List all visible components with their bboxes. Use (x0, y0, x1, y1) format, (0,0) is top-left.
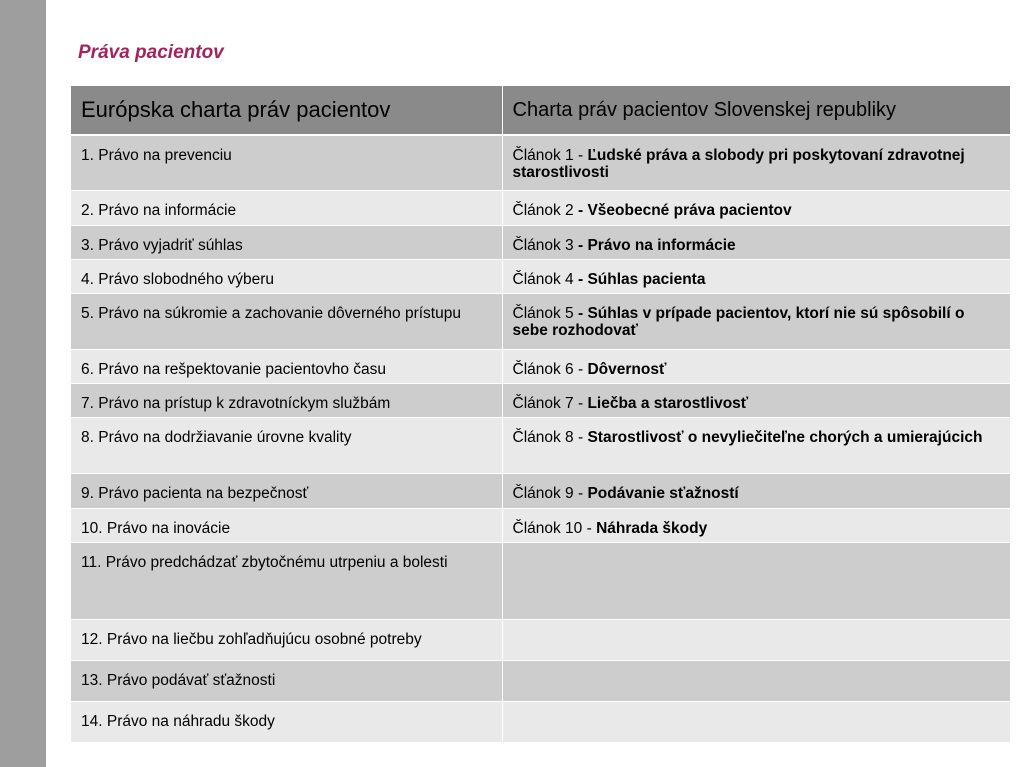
european-right-cell: 7. Právo na prístup k zdravotníckym službám (71, 383, 502, 417)
slovak-article-cell: Článok 8 - Starostlivosť o nevyliečiteľne chorých a umierajúcich (502, 417, 1010, 473)
table-row (71, 190, 1010, 225)
european-right-cell: 5. Právo na súkromie a zachovanie dôverného prístupu (71, 293, 502, 349)
slovak-article-cell (502, 660, 1010, 701)
european-right-cell: 6. Právo na rešpektovanie pacientovho času (71, 349, 502, 383)
slovak-article-cell: Článok 2 - Všeobecné práva pacientov (502, 190, 1010, 225)
european-right-cell: 11. Právo predchádzať zbytočnému utrpeniu a bolesti (71, 542, 502, 619)
table-row (71, 293, 1010, 349)
slovak-article-cell: Článok 6 - Dôvernosť (502, 349, 1010, 383)
table-row (71, 417, 1010, 473)
european-right-cell: 14. Právo na náhradu škody (71, 701, 502, 742)
table-row (71, 619, 1010, 660)
european-right-cell: 9. Právo pacienta na bezpečnosť (71, 473, 502, 508)
european-right-cell: 12. Právo na liečbu zohľadňujúcu osobné potreby (71, 619, 502, 660)
header-slovak-charter: Charta práv pacientov Slovenskej republiky (502, 86, 1010, 135)
table-row (71, 660, 1010, 701)
rights-comparison-table (71, 86, 1011, 743)
european-right-cell: 13. Právo podávať sťažnosti (71, 660, 502, 701)
slovak-article-cell (502, 542, 1010, 619)
slovak-article-cell: Článok 10 - Náhrada škody (502, 508, 1010, 542)
table-header-row (71, 86, 1010, 135)
european-right-cell: 10. Právo na inovácie (71, 508, 502, 542)
european-right-cell: 4. Právo slobodného výberu (71, 259, 502, 293)
page-title: Práva pacientov (78, 42, 224, 63)
european-right-cell: 3. Právo vyjadriť súhlas (71, 225, 502, 259)
european-right-cell: 1. Právo na prevenciu (71, 135, 502, 190)
slovak-article-cell: Článok 4 - Súhlas pacienta (502, 259, 1010, 293)
table-row (71, 542, 1010, 619)
slovak-article-cell: Článok 1 - Ľudské práva a slobody pri poskytovaní zdravotnej starostlivosti (502, 135, 1010, 190)
table-row (71, 383, 1010, 417)
table-row (71, 473, 1010, 508)
european-right-cell: 2. Právo na informácie (71, 190, 502, 225)
slovak-article-cell: Článok 7 - Liečba a starostlivosť (502, 383, 1010, 417)
european-right-cell: 8. Právo na dodržiavanie úrovne kvality (71, 417, 502, 473)
table-row (71, 701, 1010, 742)
slovak-article-cell: Článok 5 - Súhlas v prípade pacientov, ktorí nie sú spôsobilí o sebe rozhodovať (502, 293, 1010, 349)
table-row (71, 259, 1010, 293)
table-row (71, 135, 1010, 190)
table-row (71, 225, 1010, 259)
slovak-article-cell: Článok 9 - Podávanie sťažností (502, 473, 1010, 508)
left-decorative-bar (0, 0, 46, 767)
table-row (71, 508, 1010, 542)
table-row (71, 349, 1010, 383)
slovak-article-cell: Článok 3 - Právo na informácie (502, 225, 1010, 259)
slovak-article-cell (502, 701, 1010, 742)
header-european-charter: Európska charta práv pacientov (71, 86, 502, 135)
slovak-article-cell (502, 619, 1010, 660)
